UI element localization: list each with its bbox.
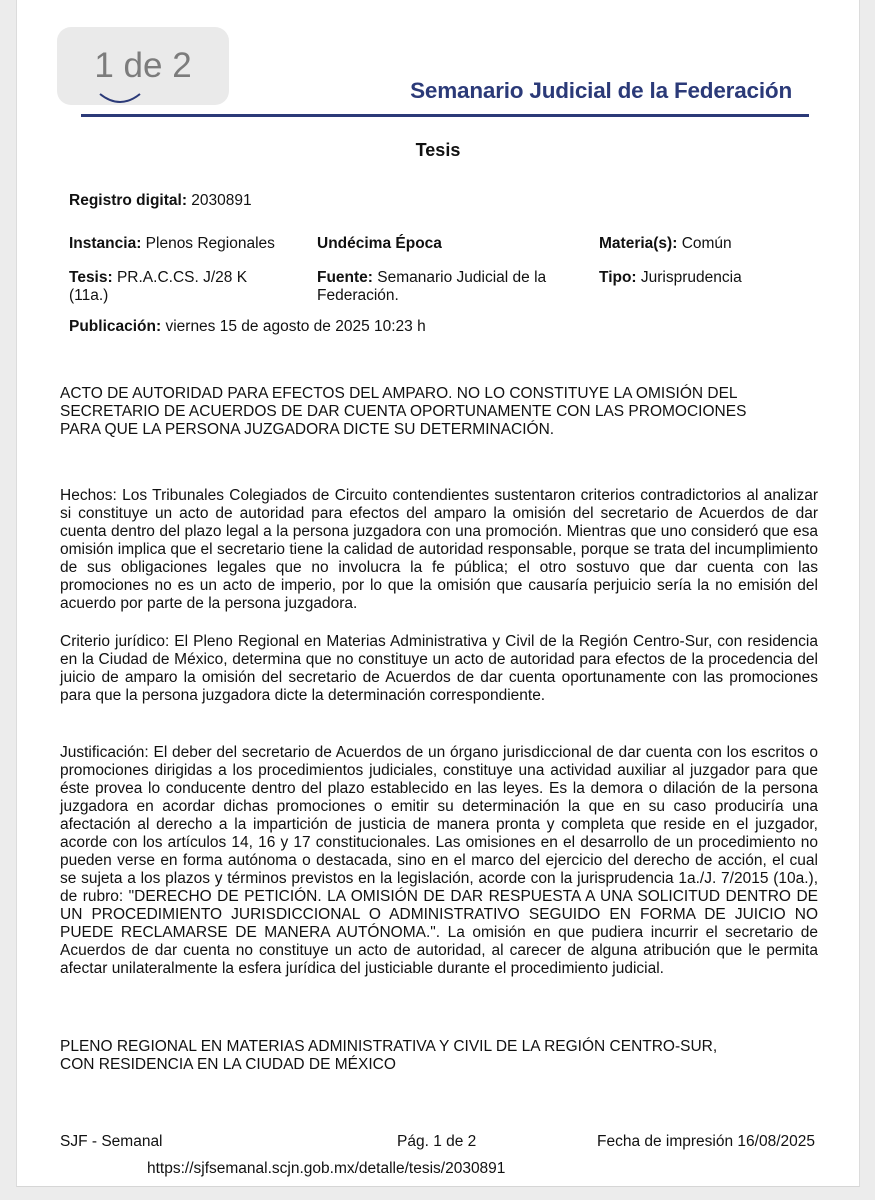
issuer-block: PLENO REGIONAL EN MATERIAS ADMINISTRATIVA Y CIVIL DE LA REGIÓN CENTRO-SUR, CON RESIDENCIA EN LA CIUDAD DE MÉXICO — [60, 1038, 718, 1073]
hechos-paragraph: Hechos: Los Tribunales Colegiados de Circuito contendientes sustentaron criterios contradictorios al analizar si constituye un acto de autoridad para efectos del amparo la omisión del secretario de Acuerdos de dar cuenta dentro del plazo legal a la persona juzgadora con una promoción. Mientras que uno consideró que esa omisión implica que el secretario tiene la calidad de autoridad responsable, porque se trata del incumplimiento de sus obligaciones legales que no involucra la fe pública; el otro sostuvo que dar cuenta con las promociones no es un acto de imperio, por lo que la omisión que causaría perjuicio sería la no emisión del acuerdo por parte de la persona juzgadora. — [60, 487, 818, 612]
header-divider — [81, 114, 809, 117]
justificacion-paragraph: Justificación: El deber del secretario de Acuerdos de un órgano jurisdiccional de dar cuenta con los escritos o promociones dirigidas a los procedimientos judiciales, constituye una actividad auxiliar al juzgador para que éste provea lo conducente dentro del plazo establecido en las leyes. Es la demora o dilación de la persona juzgadora en acordar dichas promociones o emitir su determinación la que en su caso produciría una afectación al derecho a la impartición de justicia de manera pronta y completa que reside en el juzgador, acorde con los artículos 14, 16 y 17 constitucionales. Las omisiones en el desarrollo de un procedimiento no pueden verse en forma autónoma o destacada, sino en el marco del ejercicio del derecho de acción, el cual se sujeta a los plazos y términos previstos en la legislación, acorde con la jurisprudencia 1a./J. 7/2015 (10a.), de rubro: "DERECHO DE PETICIÓN. LA OMISIÓN DE DAR RESPUESTA A UNA SOLICITUD DENTRO DE UN PROCEDIMIENTO JURISDICCIONAL O ADMINISTRATIVO SEGUIDO EN FORMA DE JUICIO NO PUEDE RECLAMARSE DE MANERA AUTÓNOMA.". La omisión en que pudiera incurrir el secretario de Acuerdos de dar cuenta no constituye un acto de autoridad, al carecer de alguna atribución que le permita afectar unilateralmente la esfera jurídica del justiciable durante el procedimiento judicial. — [60, 744, 818, 977]
publication-header-title: Semanario Judicial de la Federación — [410, 78, 792, 103]
footer-print-date: Fecha de impresión 16/08/2025 — [596, 1133, 815, 1150]
footer-url-link[interactable]: https://sjfsemanal.scjn.gob.mx/detalle/tesis/2030891 — [147, 1160, 506, 1177]
publicacion: Publicación: viernes 15 de agosto de 2025 10:23 h — [69, 318, 426, 335]
fuente: Fuente: Semanario Judicial de la Federación. — [317, 269, 547, 304]
scjn-logo-icon — [97, 88, 143, 108]
tesis-number: Tesis: PR.A.C.CS. J/28 K (11a.) — [69, 269, 248, 304]
document-page — [16, 0, 860, 1187]
tipo: Tipo: Jurisprudencia — [599, 269, 742, 286]
footer-source: SJF - Semanal — [60, 1133, 163, 1150]
instancia: Instancia: Plenos Regionales — [69, 235, 275, 252]
page-indicator: 1 de 2 — [57, 27, 229, 105]
registro-digital: Registro digital: 2030891 — [69, 192, 252, 209]
footer-page-number: Pág. 1 de 2 — [397, 1133, 477, 1150]
criterio-paragraph: Criterio jurídico: El Pleno Regional en Materias Administrativa y Civil de la Región Centro-Sur, con residencia en la Ciudad de México, determina que no constituye un acto de autoridad para efectos de la procedencia del juicio de amparo la omisión del secretario de Acuerdos de dar cuenta oportunamente con las promociones para que la persona juzgadora dicte la determinación correspondiente. — [60, 633, 818, 704]
materia: Materia(s): Común — [599, 235, 732, 252]
epoca: Undécima Época — [317, 235, 442, 252]
document-title: Tesis — [415, 140, 461, 160]
rubro-title: ACTO DE AUTORIDAD PARA EFECTOS DEL AMPARO. NO LO CONSTITUYE LA OMISIÓN DEL SECRETARIO DE ACUERDOS DE DAR CUENTA OPORTUNAMENTE CON LAS PROMOCIONES PARA QUE LA PERSONA JUZGADORA DICTE SU DETERMINACIÓN. — [60, 385, 747, 438]
